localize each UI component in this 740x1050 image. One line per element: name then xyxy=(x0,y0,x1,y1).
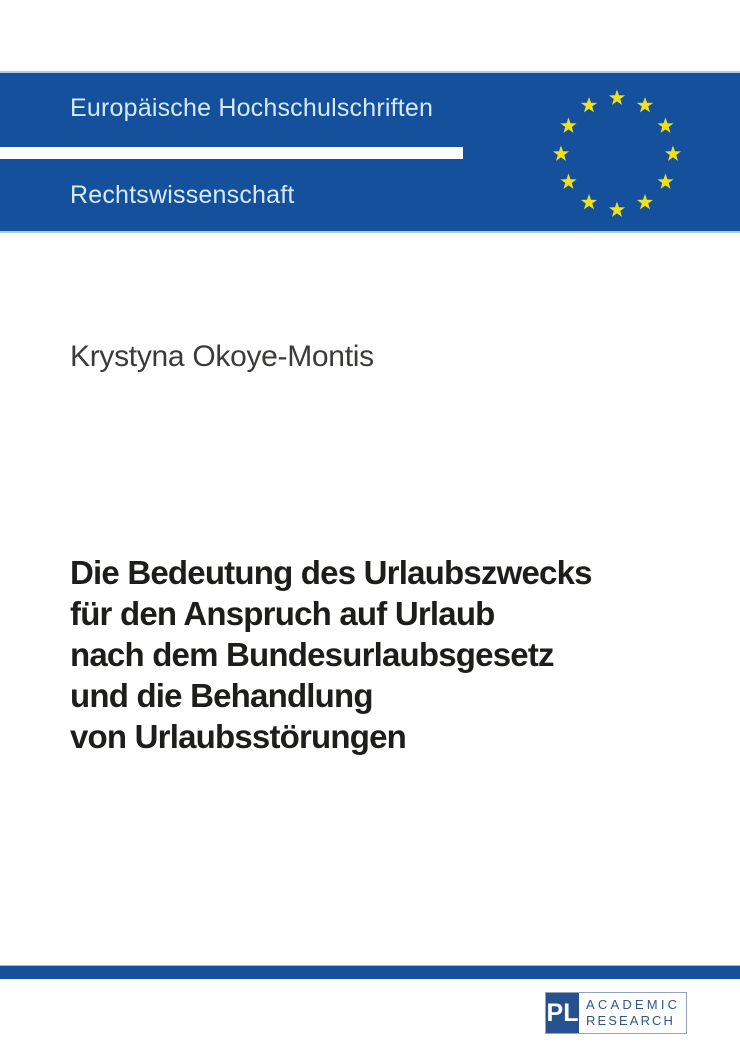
eu-star-icon xyxy=(637,194,653,209)
eu-star-icon xyxy=(657,174,673,189)
eu-star-icon xyxy=(665,146,681,161)
eu-star-icon xyxy=(609,90,625,105)
series-title: Europäische Hochschulschriften xyxy=(70,94,434,122)
series-subject: Rechtswissenschaft xyxy=(70,181,295,209)
title-line: für den Anspruch auf Urlaub xyxy=(70,595,495,632)
eu-stars-logo xyxy=(552,89,682,219)
eu-star-icon xyxy=(553,146,569,161)
author-name: Krystyna Okoye-Montis xyxy=(70,340,374,373)
publisher-name-line2: RESEARCH xyxy=(586,1013,676,1028)
title-line: von Urlaubsstörungen xyxy=(70,718,407,755)
footer-accent-bar xyxy=(0,965,740,979)
publisher-name-line1: ACADEMIC xyxy=(586,996,681,1012)
title-line: Die Bedeutung des Urlaubszwecks xyxy=(70,554,592,591)
eu-star-icon xyxy=(637,97,653,112)
series-banner xyxy=(0,71,740,233)
title-line: nach dem Bundesurlaubsgesetz xyxy=(70,636,554,673)
publisher-initials-badge: PL xyxy=(546,993,579,1033)
publisher-name xyxy=(579,993,686,1033)
eu-star-icon xyxy=(581,97,597,112)
eu-star-icon xyxy=(581,194,597,209)
banner-divider-line xyxy=(0,147,463,159)
eu-star-icon xyxy=(560,174,576,189)
eu-star-icon xyxy=(560,118,576,133)
book-title xyxy=(70,552,592,757)
eu-star-icon xyxy=(609,202,625,217)
publisher-logo xyxy=(545,992,687,1034)
title-line: und die Behandlung xyxy=(70,677,373,714)
eu-star-icon xyxy=(657,118,673,133)
